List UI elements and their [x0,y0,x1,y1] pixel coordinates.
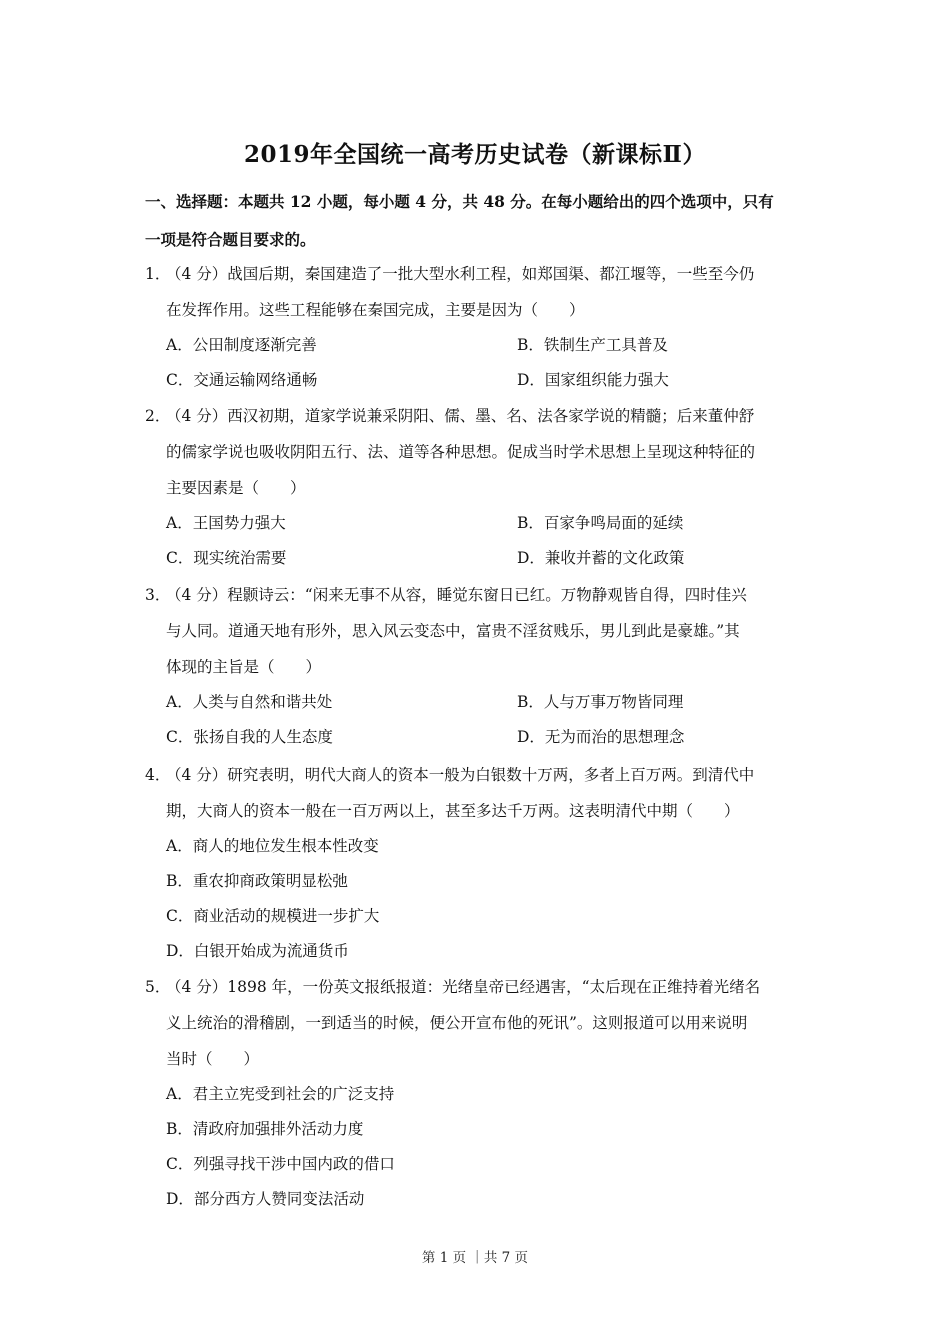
option-b[interactable]: B．人与万事万物皆同理 [517,693,684,711]
option-a[interactable]: A．人类与自然和谐共处 [166,693,333,711]
question-text: （4 分）战国后期，秦国建造了一批大型水利工程，如郑国渠、都江堰等，一些至今仍 [166,265,755,283]
option-d[interactable]: D．兼收并蓄的文化政策 [517,549,685,567]
section-heading [145,183,810,259]
option-list [145,1077,810,1217]
question-1 [145,256,810,398]
question-number: 5． [145,978,171,996]
question-text: 主要因素是（ ） [166,479,306,497]
question-number: 1． [145,265,171,283]
option-list [145,685,810,755]
option-b[interactable]: B．百家争鸣局面的延续 [517,514,684,532]
option-list [145,829,810,969]
question-text: （4 分）1898 年，一份英文报纸报道：光绪皇帝已经遇害，“太后现在正维持着光绪名 [166,978,761,996]
question-number: 4． [145,766,171,784]
question-text: 与人同。道通天地有形外，思入风云变态中，富贵不淫贫贱乐，男儿到此是豪雄。”其 [166,622,740,640]
option-list [145,506,810,576]
option-a[interactable]: A．王国势力强大 [166,514,286,532]
section-heading-line-1: 一、选择题：本题共 12 小题，每小题 4 分，共 48 分。在每小题给出的四个选项中，只有 [145,192,774,211]
option-c[interactable]: C．现实统治需要 [166,549,287,567]
question-text: 当时（ ） [166,1050,260,1068]
question-text: 体现的主旨是（ ） [166,658,322,676]
question-text: （4 分）研究表明，明代大商人的资本一般为白银数十万两，多者上百万两。到清代中 [166,766,755,784]
option-list [145,328,810,398]
question-text: 在发挥作用。这些工程能够在秦国完成，主要是因为（ ） [166,301,585,319]
option-d[interactable]: D．国家组织能力强大 [517,371,669,389]
question-text: 的儒家学说也吸收阴阳五行、法、道等各种思想。促成当时学术思想上呈现这种特征的 [166,443,756,461]
question-text: （4 分）程颢诗云：“闲来无事不从容，睡觉东窗日已红。万物静观皆自得，四时佳兴 [166,586,747,604]
option-d[interactable]: D．无为而治的思想理念 [517,728,685,746]
option-b[interactable]: B．铁制生产工具普及 [517,336,668,354]
question-number: 3． [145,586,171,604]
question-3 [145,577,810,755]
section-heading-line-2: 一项是符合题目要求的。 [145,230,316,249]
question-2 [145,398,810,576]
question-number: 2． [145,407,171,425]
option-a[interactable]: A．君主立宪受到社会的广泛支持 [166,1085,395,1103]
option-d[interactable]: D．部分西方人赞同变法活动 [166,1190,365,1208]
question-4 [145,757,810,969]
option-d[interactable]: D．白银开始成为流通货币 [166,942,349,960]
option-b[interactable]: B．清政府加强排外活动力度 [166,1120,364,1138]
question-5 [145,969,810,1217]
question-text: （4 分）西汉初期，道家学说兼采阴阳、儒、墨、名、法各家学说的精髓；后来董仲舒 [166,407,755,425]
option-a[interactable]: A．公田制度逐渐完善 [166,336,317,354]
option-c[interactable]: C．列强寻找干涉中国内政的借口 [166,1155,395,1173]
page-footer: 第 1 页 ｜共 7 页 [421,1250,529,1266]
option-c[interactable]: C．商业活动的规模进一步扩大 [166,907,380,925]
option-c[interactable]: C．张扬自我的人生态度 [166,728,333,746]
page-title: 2019年全国统一高考历史试卷（新课标Ⅱ） [244,141,706,168]
question-text: 义上统治的滑稽剧，一到适当的时候，便公开宣布他的死讯”。这则报道可以用来说明 [166,1014,748,1032]
question-text: 期，大商人的资本一般在一百万两以上，甚至多达千万两。这表明清代中期（ ） [166,802,740,820]
option-b[interactable]: B．重农抑商政策明显松弛 [166,872,348,890]
option-a[interactable]: A．商人的地位发生根本性改变 [166,837,379,855]
option-c[interactable]: C．交通运输网络通畅 [166,371,318,389]
